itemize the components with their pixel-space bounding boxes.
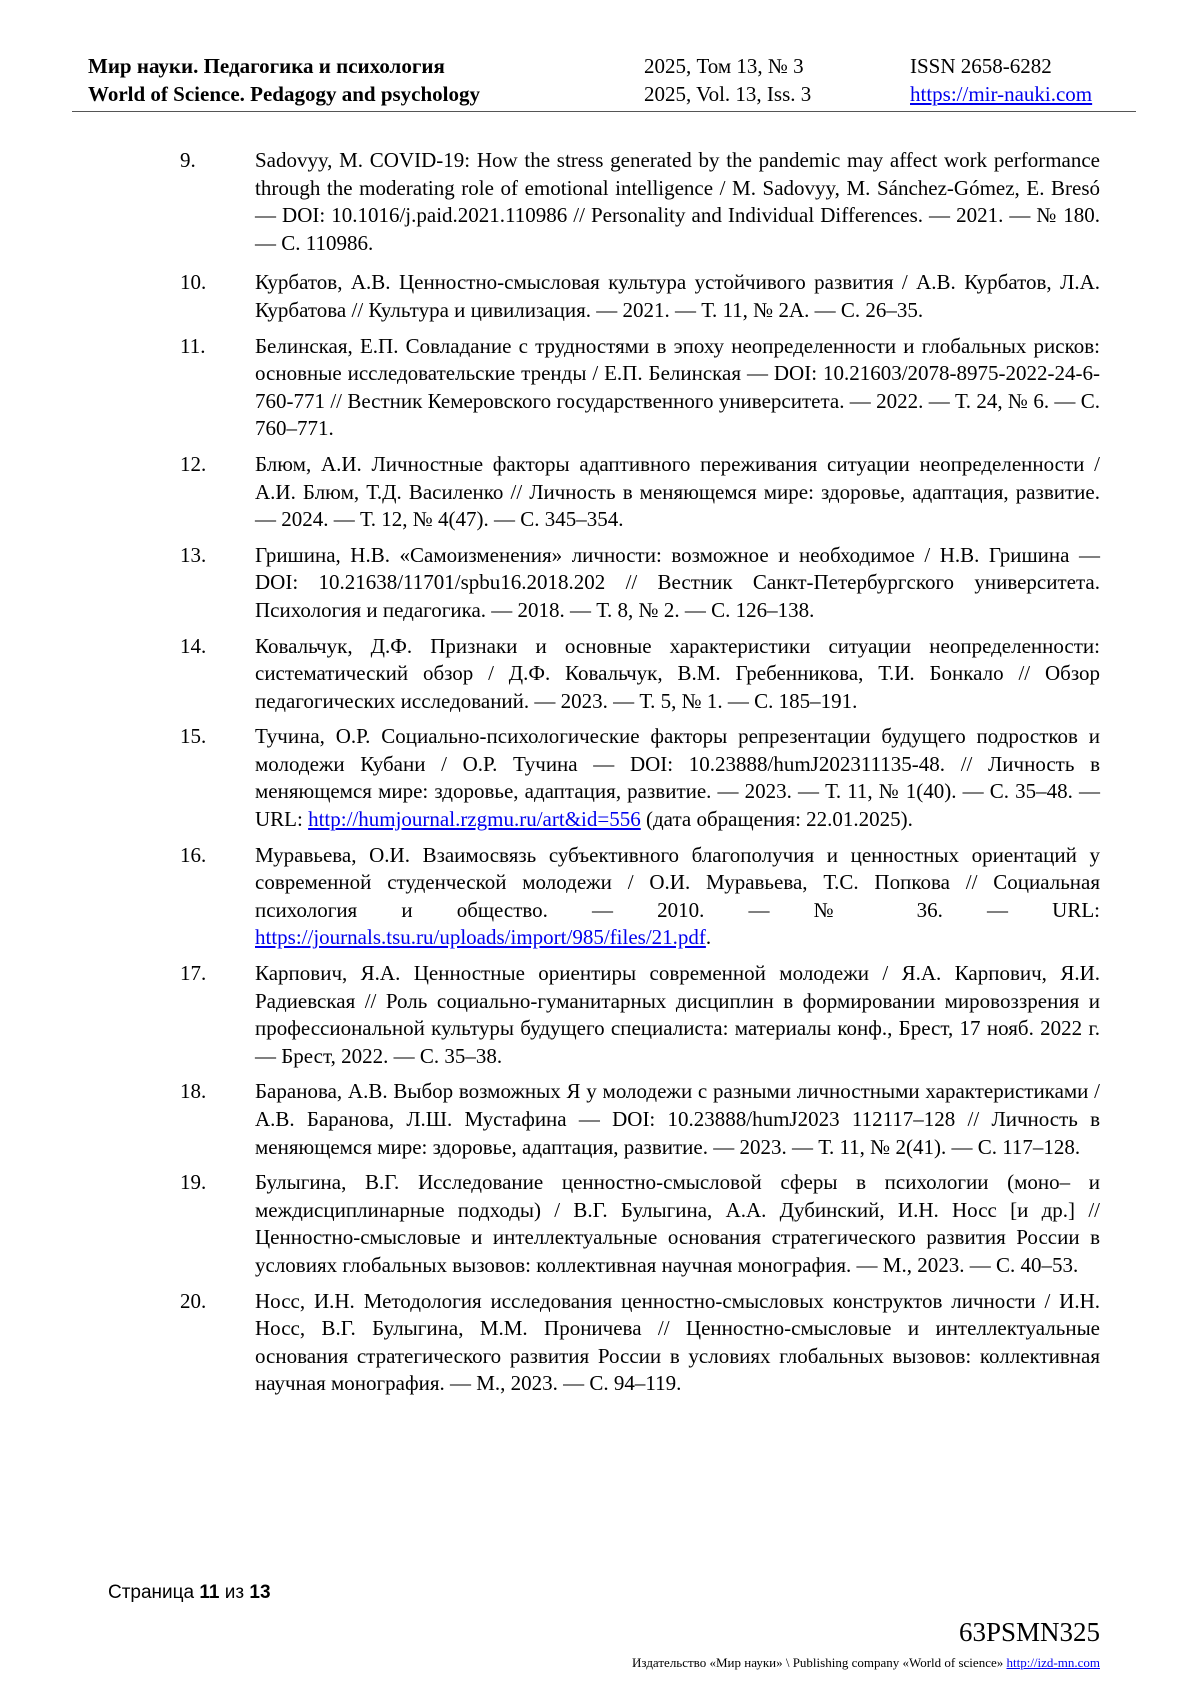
- reference-url-link[interactable]: https://journals.tsu.ru/uploads/import/985/files/21.pdf: [255, 925, 706, 950]
- reference-text: Карпович, Я.А. Ценностные ориентиры современной молодежи / Я.А. Карпович, Я.И. Радиевская // Роль социально-гуманитарных дисциплин в формировании мировоззрения и профессиональной культуры будущего специалиста: материалы конф., Брест, 17 нояб. 2022 г. — Брест, 2022. — С. 35–38.: [255, 961, 1100, 1068]
- reference-number: 16.: [180, 842, 207, 867]
- reference-number: 18.: [180, 1079, 207, 1104]
- reference-number: 19.: [180, 1170, 207, 1195]
- reference-item: [180, 1288, 1100, 1398]
- reference-text: Sadovyy, M. COVID-19: How the stress generated by the pandemic may affect work performance through the moderating role of emotional intelligence / M. Sadovyy, M. Sánchez-Gómez, E. Bresó — DOI: 10.1016/j.paid.2021.110986 // Personality and Individual Differences. — 2021. — № 180. — С. 110986.: [255, 148, 1100, 255]
- reference-text-after: .: [705, 925, 712, 950]
- reference-url-link[interactable]: http://humjournal.rzgmu.ru/art&id=556: [308, 807, 641, 832]
- reference-number: 14.: [180, 633, 207, 658]
- reference-text: Муравьева, О.И. Взаимосвязь субъективного благополучия и ценностных ориентаций у современной студенческой молодежи / О.И. Муравьева, Т.С. Попкова // Социальная психология и общество. — 2010. — № 36. — URL:: [255, 842, 1100, 922]
- reference-number: 15.: [180, 724, 207, 749]
- reference-text: Тучина, О.Р. Социально-психологические факторы репрезентации будущего подростков и молодежи Кубани / О.Р. Тучина — DOI: 10.23888/humJ202311135-48. // Личность в меняющемся мире: здоровье, адаптация, развитие. — 2023. — Т. 11, № 1(40). — С. 35–48. — URL:: [255, 724, 1100, 832]
- article-code: 63PSMN325: [958, 1617, 1100, 1647]
- header-row-ru: [72, 52, 1136, 80]
- reference-item: [180, 451, 1100, 534]
- reference-text: Баранова, А.В. Выбор возможных Я у молодежи с разными личностными характеристиками / А.В. Баранова, Л.Ш. Мустафина — DOI: 10.23888/humJ2023 112117–128 // Личность в меняющемся мире: здоровье, адаптация, развитие. — 2023. — Т. 11, № 2(41). — С. 117–128.: [255, 1079, 1100, 1159]
- reference-number: 17.: [180, 961, 207, 986]
- reference-item: [180, 333, 1100, 443]
- page-of: из: [224, 1582, 245, 1603]
- issue-en: 2025, Vol. 13, Iss. 3: [644, 82, 812, 106]
- reference-item: [180, 1078, 1100, 1161]
- reference-text-after: (дата обращения: 22.01.2025).: [640, 807, 913, 832]
- header-row-en: [72, 80, 1136, 108]
- publisher-link[interactable]: http://izd-mn.com: [1006, 1655, 1100, 1670]
- reference-item: [180, 960, 1100, 1070]
- page-current: 11: [199, 1582, 220, 1603]
- reference-text: Курбатов, А.В. Ценностно-смысловая культура устойчивого развития / А.В. Курбатов, Л.А. Курбатова // Культура и цивилизация. — 2021. — Т. 11, № 2А. — С. 26–35.: [255, 270, 1100, 322]
- page-label: Страница: [108, 1582, 195, 1603]
- journal-title-ru: Мир науки. Педагогика и психология: [88, 54, 445, 78]
- reference-item: [180, 723, 1100, 833]
- header-divider: [72, 111, 1136, 112]
- reference-number: 20.: [180, 1288, 207, 1313]
- journal-website-link[interactable]: https://mir-nauki.com: [910, 82, 1093, 106]
- reference-item: [180, 633, 1100, 716]
- reference-number: 13.: [180, 542, 207, 567]
- journal-title-en: World of Science. Pedagogy and psychology: [88, 82, 481, 106]
- reference-item: [180, 147, 1100, 257]
- reference-text: Блюм, А.И. Личностные факторы адаптивного переживания ситуации неопределенности / А.И. Блюм, Т.Д. Василенко // Личность в меняющемся мире: здоровье, адаптация, развитие. — 2024. — Т. 12, № 4(47). — С. 345–354.: [255, 451, 1100, 532]
- page-counter: [108, 1582, 271, 1604]
- publisher-line: [632, 1655, 1100, 1671]
- issn: ISSN 2658-6282: [910, 54, 1052, 78]
- reference-number: 12.: [180, 451, 207, 476]
- reference-number: 9.: [180, 148, 196, 172]
- issue-ru: 2025, Том 13, № 3: [644, 54, 804, 78]
- reference-text: Белинская, Е.П. Совладание с трудностями в эпоху неопределенности и глобальных рисков: основные исследовательские тренды / Е.П. Белинская — DOI: 10.21603/2078-8975-2022-24-6-760-771 // Вестник Кемеровского государственного университета. — 2022. — Т. 24, № 6. — С. 760–771.: [255, 333, 1100, 441]
- reference-text: Булыгина, В.Г. Исследование ценностно-смысловой сферы в психологии (моно– и междисциплинарные подходы) / В.Г. Булыгина, А.А. Дубинский, И.Н. Носс [и др.] // Ценностно-смысловые и интеллектуальные основания стратегического развития России в условиях глобальных вызовов: коллективная научная монография. — М., 2023. — С. 40–53.: [255, 1170, 1100, 1277]
- reference-text: Ковальчук, Д.Ф. Признаки и основные характеристики ситуации неопределенности: систематический обзор / Д.Ф. Ковальчук, В.М. Гребенникова, Т.И. Бонкало // Обзор педагогических исследований. — 2023. — Т. 5, № 1. — С. 185–191.: [255, 633, 1100, 713]
- reference-number: 10.: [180, 270, 207, 295]
- reference-item: [180, 269, 1100, 324]
- publisher-name: Издательство «Мир науки» \ Publishing company «World of science»: [632, 1655, 1004, 1670]
- reference-text: Носс, И.Н. Методология исследования ценностно-смысловых конструктов личности / И.Н. Носс, В.Г. Булыгина, М.М. Проничева // Ценностно-смысловые и интеллектуальные основания стратегического развития России в условиях глобальных вызовов: коллективная научная монография. — М., 2023. — С. 94–119.: [255, 1288, 1100, 1396]
- reference-item: [180, 542, 1100, 625]
- page-header: [72, 52, 1136, 108]
- reference-list: [180, 147, 1100, 1398]
- reference-text: Гришина, Н.В. «Самоизменения» личности: возможное и необходимое / Н.В. Гришина — DOI: 10.21638/11701/spbu16.2018.202 // Вестник Санкт-Петербургского университета. Психология и педагогика. — 2018. — Т. 8, № 2. — С. 126–138.: [255, 542, 1100, 622]
- reference-item: [180, 1169, 1100, 1279]
- reference-item: [180, 842, 1100, 952]
- reference-number: 11.: [180, 333, 206, 358]
- page-total: 13: [249, 1582, 271, 1603]
